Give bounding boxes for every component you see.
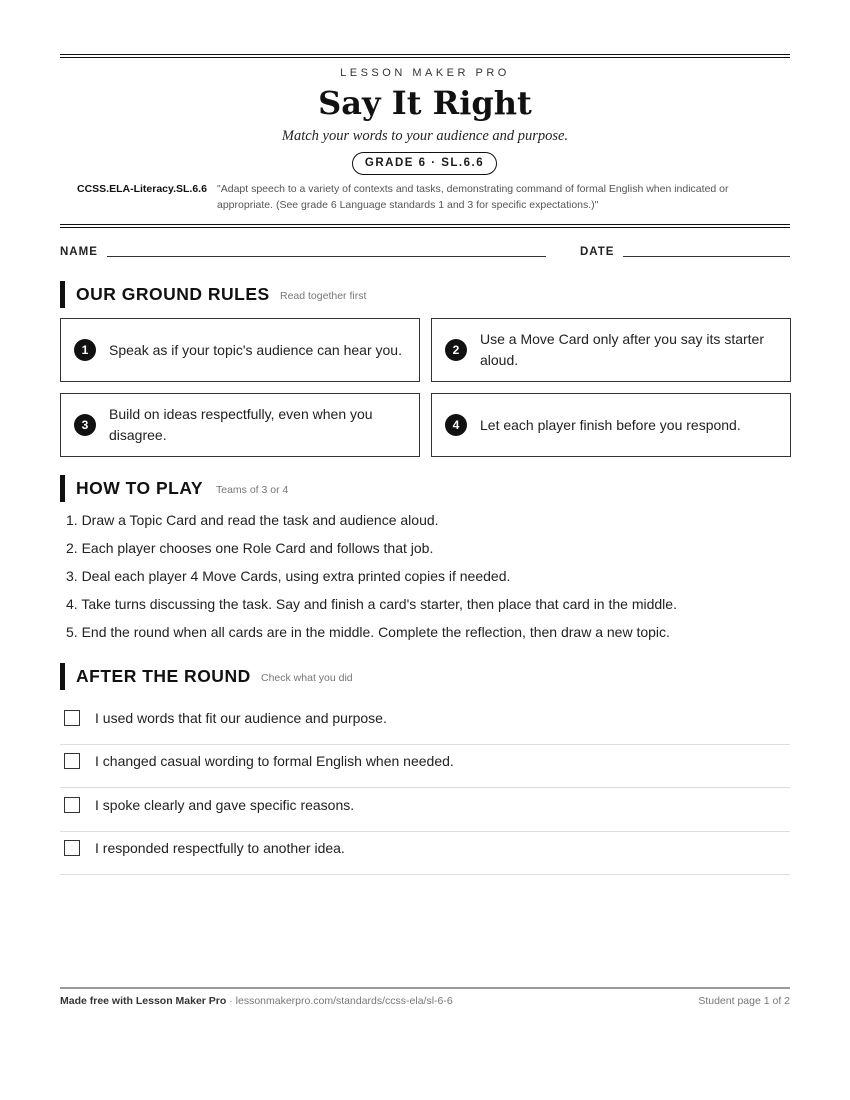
rule-card-4 xyxy=(431,393,791,457)
rule-number-badge: 2 xyxy=(445,339,467,361)
checklist-item-label: I responded respectfully to another idea. xyxy=(95,840,345,856)
section-accent-bar xyxy=(60,663,65,690)
section-title: OUR GROUND RULES xyxy=(76,284,270,304)
footer-rule xyxy=(60,987,790,989)
section-accent-bar xyxy=(60,281,65,308)
checklist-item-label: I spoke clearly and gave specific reasons. xyxy=(95,797,355,813)
checkbox[interactable] xyxy=(64,710,80,726)
standard-text: "Adapt speech to a variety of contexts and tasks, demonstrating command of formal English when indicated or appropriate. (See grade 6 Language standards 1 and 3 for specific expectations.)" xyxy=(217,183,729,211)
rule-text: Build on ideas respectfully, even when you disagree. xyxy=(109,406,373,443)
rule-card-1 xyxy=(60,318,420,382)
checklist-item xyxy=(60,830,790,875)
footer-url[interactable]: · lessonmakerpro.com/standards/ccss-ela/sl-6-6 xyxy=(226,995,453,1007)
section-note: Check what you did xyxy=(261,672,353,684)
worksheet-page xyxy=(60,0,790,1100)
header-top-rule xyxy=(60,54,790,58)
step-item: 1. Draw a Topic Card and read the task and audience aloud. xyxy=(66,512,439,528)
date-field[interactable] xyxy=(623,256,790,257)
standard-code: CCSS.ELA-Literacy.SL.6.6 xyxy=(77,183,207,195)
name-label: NAME xyxy=(60,246,98,258)
rule-number-badge: 1 xyxy=(74,339,96,361)
section-title: HOW TO PLAY xyxy=(76,478,204,498)
checkbox[interactable] xyxy=(64,753,80,769)
checklist-item xyxy=(60,743,790,788)
date-label: DATE xyxy=(580,246,615,258)
rule-card-3 xyxy=(60,393,420,457)
step-item: 5. End the round when all cards are in the middle. Complete the reflection, then draw a new topic. xyxy=(66,624,670,640)
step-item: 2. Each player chooses one Role Card and follows that job. xyxy=(66,540,434,556)
page-subtitle: Match your words to your audience and purpose. xyxy=(281,128,569,144)
rule-number-badge: 4 xyxy=(445,414,467,436)
footer-made-with: Made free with Lesson Maker Pro xyxy=(60,995,227,1007)
section-accent-bar xyxy=(60,475,65,502)
step-item: 4. Take turns discussing the task. Say and finish a card's starter, then place that card in the middle. xyxy=(66,596,677,612)
rule-text: Speak as if your topic's audience can hear you. xyxy=(109,341,402,358)
rule-text: Let each player finish before you respond. xyxy=(480,416,741,433)
page-title: Say It Right xyxy=(318,84,532,122)
checklist-item xyxy=(60,787,790,832)
header-bottom-rule xyxy=(60,224,790,228)
checkbox[interactable] xyxy=(64,840,80,856)
name-field[interactable] xyxy=(107,256,546,257)
rule-card-2 xyxy=(431,318,791,382)
checkbox[interactable] xyxy=(64,797,80,813)
rule-text: Use a Move Card only after you say its starter aloud. xyxy=(480,331,764,368)
step-item: 3. Deal each player 4 Move Cards, using extra printed copies if needed. xyxy=(66,568,511,584)
brand-name: LESSON MAKER PRO xyxy=(340,67,510,79)
checklist-item-label: I used words that fit our audience and purpose. xyxy=(95,710,387,726)
grade-badge: GRADE 6 · SL.6.6 xyxy=(352,152,497,175)
rule-number-badge: 3 xyxy=(74,414,96,436)
section-note: Read together first xyxy=(280,290,367,302)
footer-credit xyxy=(60,995,453,1007)
section-note: Teams of 3 or 4 xyxy=(216,484,289,496)
checklist-item xyxy=(60,700,790,745)
footer-page-number: Student page 1 of 2 xyxy=(698,995,790,1007)
section-title: AFTER THE ROUND xyxy=(76,666,251,686)
checklist-item-label: I changed casual wording to formal English when needed. xyxy=(95,753,454,769)
